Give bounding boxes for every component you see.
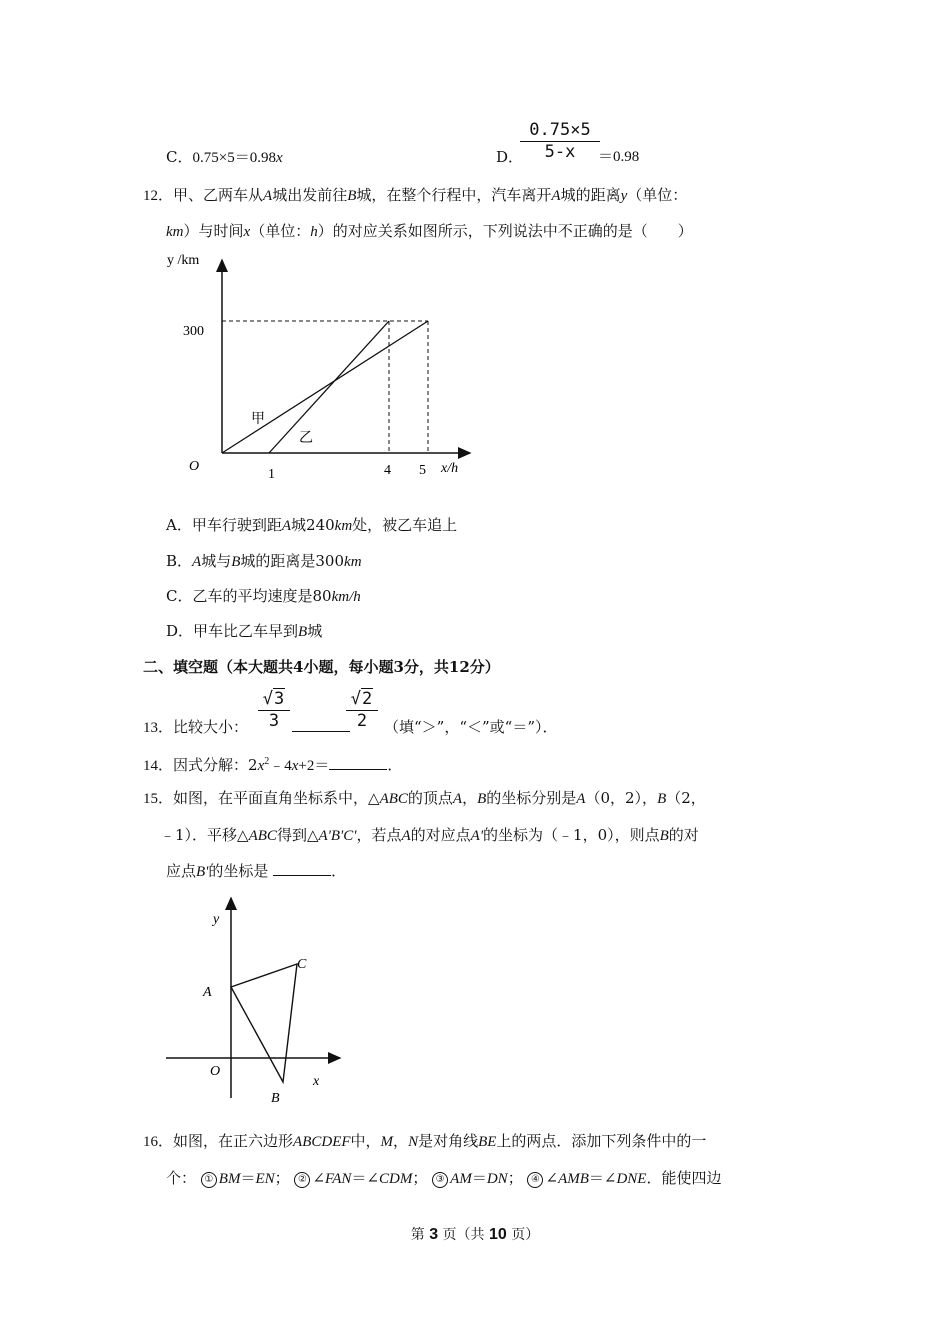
y-tick-300: 300 (183, 324, 204, 339)
line-jia (222, 321, 428, 453)
q12-stem-line1: 12．甲、乙两车从A城出发前往B城，在整个行程中，汽车离开A城的距离y（单位： (143, 186, 688, 204)
q12-option-b: B．A城与B城的距离是300km (166, 552, 362, 570)
q14-stem: 14．因式分解：$2x^2﹣4x+2=$ ． (143, 756, 403, 774)
q12-graph (155, 248, 485, 488)
q13-instruction: （填“＞”，“＜”或“＝”）． (384, 718, 558, 736)
q12-stem-line2: km）与时间x（单位：h）的对应关系如图所示，下列说法中不正确的是（ ） (166, 222, 693, 240)
q11-option-d-rhs: ＝0.98 (598, 149, 640, 165)
q12-option-a: A．甲车行驶到距A城240km处，被乙车追上 (166, 516, 458, 534)
point-b-label: B (271, 1091, 280, 1106)
q15-stem-line2: ﹣1）．平移△ABC得到△A'B'C'，若点A的对应点A'的坐标为（﹣1，0），则点B的对 (160, 826, 699, 844)
y-axis-label: y /km (167, 253, 200, 268)
origin-label: O (210, 1064, 221, 1079)
x-tick-5: 5 (419, 463, 426, 478)
y-label: y (213, 912, 220, 927)
q16-stem-line1: 16．如图，在正六边形ABCDEF中，M，N是对角线BE上的两点．添加下列条件中的一 (143, 1132, 707, 1150)
q15-stem-line1: 15．如图，在平面直角坐标系中，△ABC的顶点A，B的坐标分别是A（0，2），B（2， (143, 789, 706, 807)
point-a-label: A (203, 985, 212, 1000)
q12-option-c: C．乙车的平均速度是80km/h (166, 587, 361, 605)
page-footer: 第 3 页（共 10 页） (410, 1226, 540, 1243)
q13-fraction-1: √3 3 (258, 689, 290, 730)
q15-graph (160, 890, 360, 1110)
line-yi-label: 乙 (299, 431, 313, 446)
q11-option-c: C．0.75×5＝0.98x (166, 148, 283, 166)
q11-option-d-label: D． (496, 148, 524, 166)
line-yi (269, 321, 389, 453)
x-tick-1: 1 (268, 467, 275, 482)
x-tick-4: 4 (384, 463, 391, 478)
q14-blank[interactable] (329, 755, 387, 770)
point-c-label: C (297, 957, 307, 972)
section-2-title: 二、填空题（本大题共4小题，每小题3分，共12分） (143, 658, 500, 676)
q16-stem-line2: 个： ① BM＝EN； ② ∠FAN＝∠CDM； ③ AM＝DN； ④ ∠AMB＝∠DNE．能使四边 (166, 1169, 722, 1187)
q15-blank[interactable] (273, 861, 331, 876)
q11-option-d-fraction: 0.75×5 5-x (520, 120, 600, 161)
x-label: x (313, 1074, 320, 1089)
triangle-abc (231, 964, 297, 1082)
x-axis-label: x/h (441, 461, 459, 476)
origin-label: O (189, 459, 200, 474)
q15-stem-line3: 应点B'的坐标是 ． (166, 862, 347, 880)
q12-option-d: D．甲车比乙车早到B城 (166, 622, 323, 640)
q13-stem: 13．比较大小： (143, 718, 249, 736)
q13-fraction-2: √2 2 (346, 689, 378, 730)
line-jia-label: 甲 (251, 412, 265, 427)
q13-blank[interactable] (292, 716, 350, 738)
